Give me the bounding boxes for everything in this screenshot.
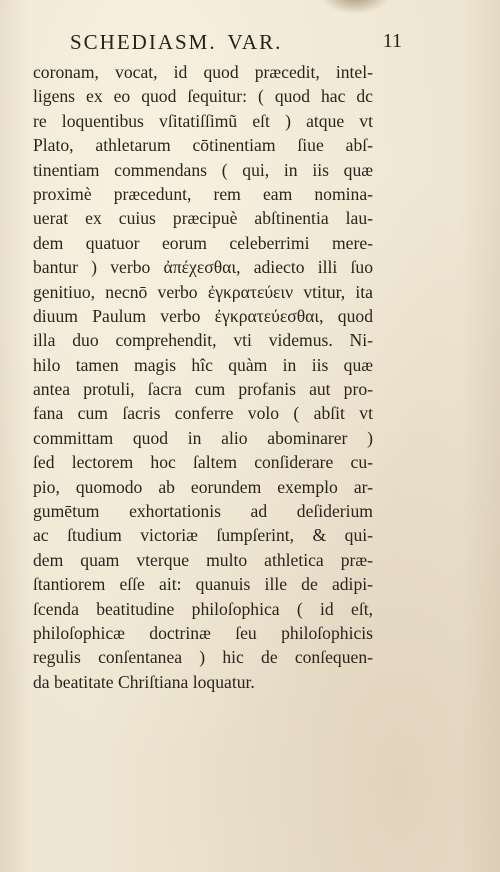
text-line: hilo tamen magis hîc quàm in iis quæ — [33, 354, 373, 375]
text-line: dem quam vterque multo athletica præ- — [33, 549, 373, 570]
text-line: ligens ex eo quod ſequitur: ( quod hac dc — [33, 86, 373, 107]
running-head: SCHEDIASM. VAR. — [70, 30, 283, 54]
text-line: gumētum exhortationis ad deſiderium — [33, 501, 373, 522]
text-line: re loquentibus vſitatiſſimũ eſt ) atque vt — [33, 110, 373, 131]
text-line: committam quod in alio abominarer ) — [33, 427, 373, 448]
text-line: philoſophicæ doctrinæ ſeu philoſophicis — [33, 622, 373, 643]
page-stain — [320, 0, 390, 14]
text-line: coronam, vocat, id quod præcedit, intel- — [33, 62, 373, 82]
text-line: fana cum ſacris conferre volo ( abſit vt — [33, 403, 373, 424]
text-line: antea protuli, ſacra cum profanis aut pro- — [33, 379, 373, 400]
text-line: ac ſtudium victoriæ ſumpſerint, & qui- — [33, 525, 373, 546]
text-line: da beatitate Chriſtiana loquatur. — [33, 671, 255, 692]
text-line: proximè præcedunt, rem eam nomina- — [33, 183, 373, 204]
text-line: ſcenda beatitudine philoſophica ( id eſt, — [33, 598, 373, 619]
text-line: diuum Paulum verbo ἐγκρατεύεσθαι, quod — [33, 305, 373, 326]
text-line: Plato, athletarum cōtinentiam ſiue abſ- — [33, 135, 373, 156]
page-number: 11 — [382, 30, 402, 52]
page-header — [70, 30, 400, 56]
text-line: dem quatuor eorum celeberrimi mere- — [33, 232, 373, 253]
text-line: uerat ex cuius præcipuè abſtinentia lau- — [33, 208, 373, 229]
text-line: pio, quomodo ab eorundem exemplo ar- — [33, 476, 373, 497]
text-line: ſtantiorem eſſe ait: quanuis ille de adipi- — [33, 574, 373, 595]
text-line: bantur ) verbo ἀπέχεσθαι, adiecto illi ſuo — [33, 257, 373, 278]
text-line: tinentiam commendans ( qui, in iis quæ — [33, 159, 373, 180]
text-line: illa duo comprehendit, vti videmus. Ni- — [33, 330, 373, 351]
text-line: regulis conſentanea ) hic de conſequen- — [33, 647, 373, 668]
text-line: genitiuo, necnō verbo ἐγκρατεύειν vtitur, ita — [33, 281, 373, 302]
text-line: ſed lectorem hoc ſaltem conſiderare cu- — [33, 452, 373, 473]
body-text — [33, 60, 373, 694]
